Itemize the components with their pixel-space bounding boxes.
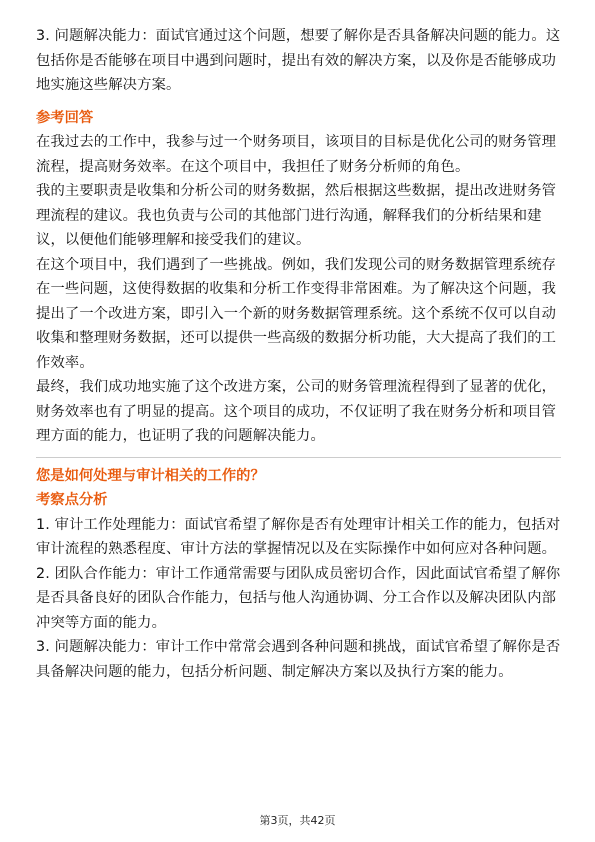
text-line: 我的主要职责是收集和分析公司的财务数据，然后根据这些数据，提出改进财务管 [36,183,557,199]
text-line: 包括你是否能够在项目中遇到问题时，提出有效的解决方案，以及你是否能够成功 [36,52,557,69]
text-line: 2. 团队合作能力：审计工作通常需要与团队成员密切合作，因此面试官希望了解你 [36,565,561,582]
reference-answer-heading: 参考回答 [36,109,94,126]
text-line: 审计流程的熟悉程度、审计方法的掌握情况以及在实际操作中如何应对各种问题。 [36,541,557,557]
section-divider [36,457,561,458]
text-line: 理流程的建议。我也负责与公司的其他部门进行沟通，解释我们的分析结果和建 [36,207,542,224]
text-line: 在这个项目中，我们遇到了一些挑战。例如，我们发现公司的财务数据管理系统存 [36,256,557,273]
text-line: 提出了一个改进方案，即引入一个新的财务数据管理系统。这个系统不仅可以自动 [36,305,557,322]
point-3-problem-solving [36,24,561,98]
text-line: 理方面的能力，也证明了我的问题解决能力。 [36,428,325,444]
analysis-point-2 [36,562,561,636]
page-content [36,24,561,684]
text-line: 作效率。 [36,354,94,371]
text-line: 地实施这些解决方案。 [36,77,181,93]
answer-paragraph-1 [36,130,561,179]
analysis-point-3 [36,635,561,684]
answer-paragraph-2 [36,179,561,253]
answer-paragraph-3 [36,253,561,376]
text-line: 在一些问题，这使得数据的收集和分析工作变得非常困难。为了解决这个问题，我 [36,281,557,297]
text-line: 3. 问题解决能力：面试官通过这个问题，想要了解你是否具备解决问题的能力。这 [36,28,561,44]
page-number: 第3页，共42页 [259,814,336,827]
answer-paragraph-4 [36,375,561,449]
text-line: 在我过去的工作中，我参与过一个财务项目，该项目的目标是优化公司的财务管理 [36,134,557,150]
text-line: 具备解决问题的能力，包括分析问题、制定解决方案以及执行方案的能力。 [36,663,513,680]
text-line: 议，以便他们能够理解和接受我们的建议。 [36,232,311,248]
text-line: 最终，我们成功地实施了这个改进方案，公司的财务管理流程得到了显著的优化， [36,379,557,395]
text-line: 收集和整理财务数据，还可以提供一些高级的数据分析功能，大大提高了我们的工 [36,330,557,346]
text-line: 财务效率也有了明显的提高。这个项目的成功，不仅证明了我在财务分析和项目管 [36,403,557,420]
analysis-heading: 考察点分析 [36,492,108,508]
text-line: 3. 问题解决能力：审计工作中常常会遇到各种问题和挑战，面试官希望了解你是否 [36,639,561,655]
analysis-point-1 [36,513,561,562]
text-line: 1. 审计工作处理能力：面试官希望了解你是否有处理审计相关工作的能力，包括对 [36,516,561,533]
text-line: 是否具备良好的团队合作能力，包括与他人沟通协调、分工合作以及解决团队内部 [36,590,557,606]
question-title: 您是如何处理与审计相关的工作的？ [36,467,265,484]
text-line: 冲突等方面的能力。 [36,614,167,631]
text-line: 流程，提高财务效率。在这个项目中，我担任了财务分析师的角色。 [36,158,470,175]
